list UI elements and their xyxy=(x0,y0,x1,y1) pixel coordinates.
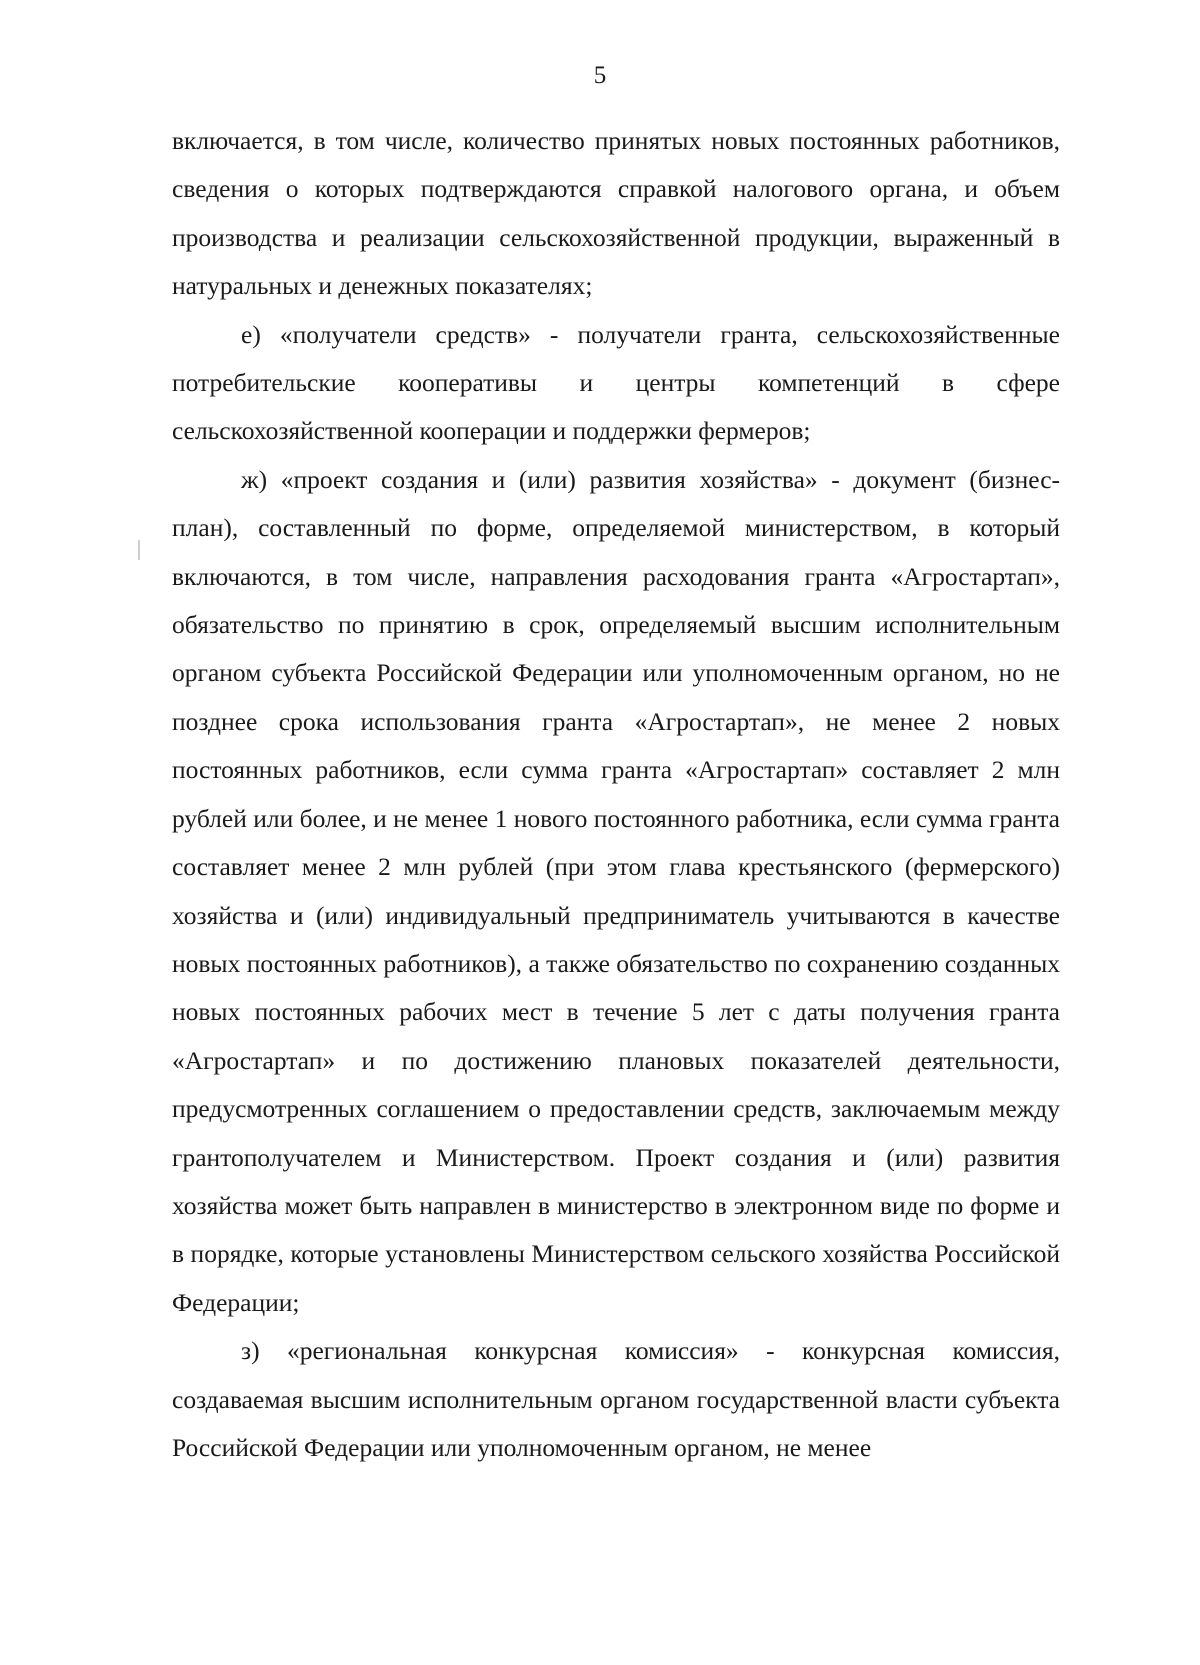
document-body xyxy=(172,117,1060,1472)
paragraph-item-z: з) «региональная конкурсная комиссия» - конкурсная комиссия, создаваемая высшим исполнительным органом государственной власти субъекта Российской Федерации или уполномоченным органом, не менее xyxy=(172,1336,1060,1462)
page-number: 5 xyxy=(593,62,607,89)
paragraph-continuation: включается, в том числе, количество принятых новых постоянных работников, сведения о которых подтверждаются справкой налогового органа, и объем производства и реализации сельскохозяйственной продукции, выраженный в натуральных и денежных показателях; xyxy=(172,126,1060,301)
paragraph-item-e: е) «получатели средств» - получатели гранта, сельскохозяйственные потребительские кооперативы и центры компетенций в сфере сельскохозяйственной кооперации и поддержки фермеров; xyxy=(172,319,1060,446)
margin-scan-mark xyxy=(138,540,140,560)
paragraph-item-zh: ж) «проект создания и (или) развития хозяйства» - документ (бизнес-план), составленный по форме, определяемой министерством, в который включаются, в том числе, направления расходования гранта «Агростартап», обязательство по принятию в срок, определяемый высшим исполнительным органом субъекта Российской Федерации или уполномоченным органом, но не позднее срока использования гранта «Агростартап», не менее 2 новых постоянных работников, если сумма гранта «Агростартап» составляет 2 млн рублей или более, и не менее 1 нового постоянного работника, если сумма гранта составляет менее 2 млн рублей (при этом глава крестьянского (фермерского) хозяйства и (или) индивидуальный предприниматель учитываются в качестве новых постоянных работников), а также обязательство по сохранению созданных новых постоянных рабочих мест в течение 5 лет с даты получения гранта «Агростартап» и по достижению плановых показателей деятельности, предусмотренных соглашением о предоставлении средств, заключаемым между грантополучателем и Министерством. Проект создания и (или) развития хозяйства может быть направлен в министерство в электронном виде по форме и в порядке, которые установлены Министерством сельского хозяйства Российской Федерации; xyxy=(172,464,1060,1317)
